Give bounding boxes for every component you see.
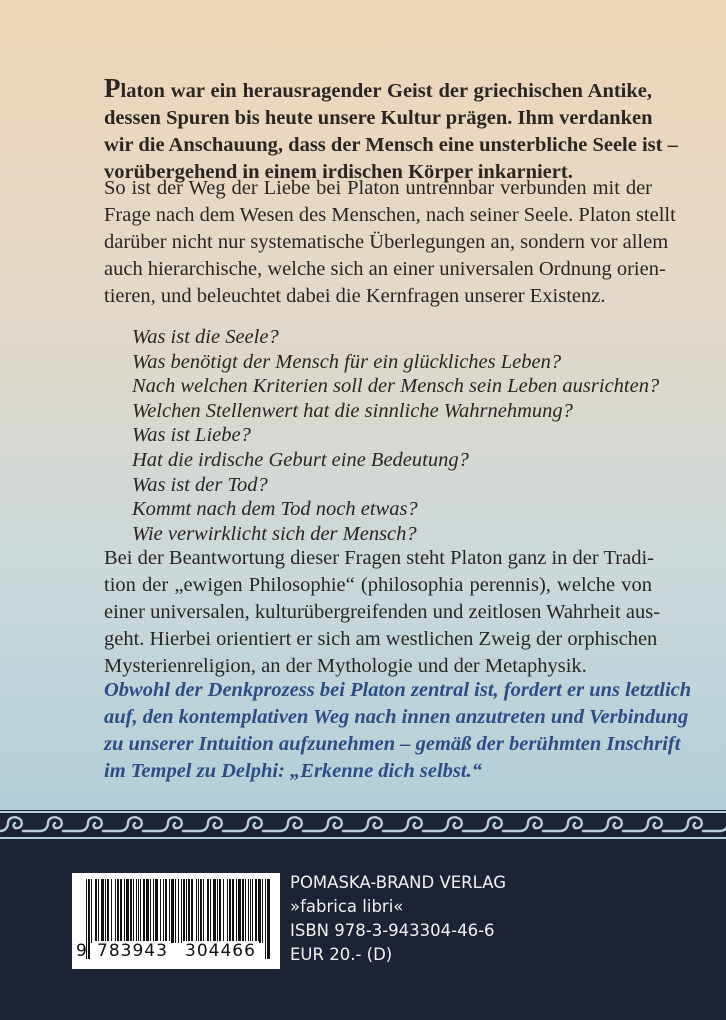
barcode-number [72, 939, 280, 963]
barcode-bar [258, 879, 261, 943]
paragraph-line: einer universalen, kulturübergreifenden und zeitlosen Wahrheit aus- [104, 601, 661, 623]
barcode-bar [248, 879, 249, 943]
barcode-group-1: 783943 [94, 941, 171, 961]
paragraph-line: Mysterienreligion, an der Mythologie und der Metaphysik. [104, 655, 587, 677]
barcode-bar [255, 879, 257, 943]
barcode-bar [165, 879, 167, 943]
barcode-bar [186, 879, 187, 943]
barcode [72, 873, 280, 969]
barcode-bar [232, 879, 234, 943]
barcode-bar [120, 879, 122, 943]
question-item: Kommt nach dem Tod noch etwas? [132, 498, 418, 521]
barcode-bar [203, 879, 204, 943]
barcode-bar [155, 879, 158, 943]
price: EUR 20.- (D) [290, 945, 393, 964]
barcode-bar [130, 879, 132, 943]
publisher-name: POMASKA-BRAND VERLAG [290, 873, 506, 892]
closing-line: zu unserer Intuition aufzunehmen – gemäß der berühmten Inschrift [104, 733, 681, 755]
barcode-first-digit: 9 [76, 941, 88, 961]
meander-border-icon [0, 810, 726, 840]
barcode-bar [191, 879, 193, 943]
drop-cap: P [104, 73, 121, 103]
barcode-bar [107, 879, 109, 943]
closing-line: im Tempel zu Delphi: „Erkenne dich selbst.“ [104, 760, 482, 782]
closing-paragraph [104, 677, 692, 785]
barcode-bar [178, 879, 179, 943]
question-item: Was benötigt der Mensch für ein glückliches Leben? [132, 350, 562, 373]
paragraph-line: tion der „ewigen Philosophie“ (philosophia perennis), welche von [104, 574, 652, 596]
question-item: Welchen Stellenwert hat die sinnliche Wahrnehmung? [132, 399, 573, 422]
barcode-bar [91, 879, 92, 943]
lead-line: wir die Anschauung, dass der Mensch eine unsterbliche Seele ist – [104, 134, 678, 156]
isbn: ISBN 978-3-943304-46-6 [290, 921, 495, 940]
question-item: Was ist die Seele? [132, 326, 279, 348]
closing-line: auf, den kontemplativen Weg nach innen anzutreten und Verbindung [104, 706, 689, 728]
barcode-bar [143, 879, 145, 943]
barcode-bar [163, 879, 164, 943]
question-item: Wie verwirklicht sich der Mensch? [132, 522, 417, 545]
barcode-bar [150, 879, 151, 943]
paragraph-line: geht. Hierbei orientiert er sich am westlichen Zweig der orphischen [104, 628, 658, 650]
barcode-bar [183, 879, 185, 943]
barcode-bar [169, 879, 170, 943]
publisher-series: »fabrica libri« [290, 897, 404, 916]
question-item: Nach welchen Kriterien soll der Mensch sein Leben ausrichten? [132, 375, 660, 398]
barcode-bar [95, 879, 97, 943]
barcode-bar [223, 879, 224, 943]
barcode-bar [250, 879, 251, 943]
barcode-bar [175, 879, 176, 943]
paragraph-line: darüber nicht nur systematische Überlegungen an, sondern vor allem [104, 231, 669, 253]
closing-line: Obwohl der Denkprozess bei Platon zentral ist, fordert er uns letztlich [104, 679, 692, 701]
barcode-bar [229, 879, 231, 943]
lead-line: dessen Spuren bis heute unsere Kultur prägen. Ihm verdanken [104, 107, 653, 129]
paragraph-line: So ist der Weg der Liebe bei Platon untrennbar verbunden mit der [104, 177, 652, 199]
barcode-bar [138, 879, 139, 943]
barcode-bar [242, 879, 244, 943]
barcode-bar [219, 879, 221, 943]
barcode-bar [105, 879, 106, 943]
barcode-bar [198, 879, 199, 943]
barcode-bar [140, 879, 141, 943]
barcode-bar [117, 879, 119, 943]
barcode-bar [207, 879, 209, 943]
barcode-bar [227, 879, 228, 943]
paragraph-line: Frage nach dem Wesen des Menschen, nach seiner Seele. Platon stellt [104, 204, 676, 226]
intro-paragraph [104, 175, 676, 310]
barcode-bar [181, 879, 182, 943]
lead-paragraph [104, 73, 678, 186]
barcode-bar [101, 879, 104, 943]
barcode-bar [196, 879, 197, 943]
barcode-bar [136, 879, 137, 943]
question-item: Was ist der Tod? [132, 473, 268, 496]
barcode-bar [217, 879, 218, 943]
barcode-bar [210, 879, 211, 943]
barcode-bar [146, 879, 149, 943]
barcode-bar [200, 879, 202, 943]
barcode-bar [124, 879, 125, 943]
barcode-bar [126, 879, 129, 943]
lead-line: laton war ein herausragender Geist der griechischen Antike, [120, 80, 652, 102]
barcode-bar [236, 879, 237, 943]
barcode-bar [153, 879, 154, 943]
barcode-bar [171, 879, 174, 943]
barcode-bar [111, 879, 112, 943]
lead-line: vorübergehend in einem irdischen Körper inkarniert. [104, 161, 573, 183]
publisher-info [290, 871, 506, 967]
barcode-bar [133, 879, 134, 943]
barcode-bar [238, 879, 241, 943]
barcode-bar [213, 879, 216, 943]
barcode-bar [252, 879, 253, 943]
barcode-bar [115, 879, 116, 943]
paragraph-line: auch hierarchische, welche sich an einer universalen Ordnung orien- [104, 258, 666, 280]
barcode-group-2: 304466 [182, 941, 259, 961]
question-list [132, 325, 660, 546]
barcode-bar [245, 879, 246, 943]
paragraph-line: Bei der Beantwortung dieser Fragen steht Platon ganz in der Tradi- [104, 547, 654, 569]
question-item: Was ist Liebe? [132, 424, 251, 447]
barcode-bar [160, 879, 161, 943]
paragraph-line: tieren, und beleuchtet dabei die Kernfragen unserer Existenz. [104, 285, 606, 307]
question-item: Hat die irdische Geburt eine Bedeutung? [132, 448, 469, 471]
barcode-bar [98, 879, 99, 943]
tradition-paragraph [104, 545, 661, 680]
barcode-bar [262, 879, 263, 943]
